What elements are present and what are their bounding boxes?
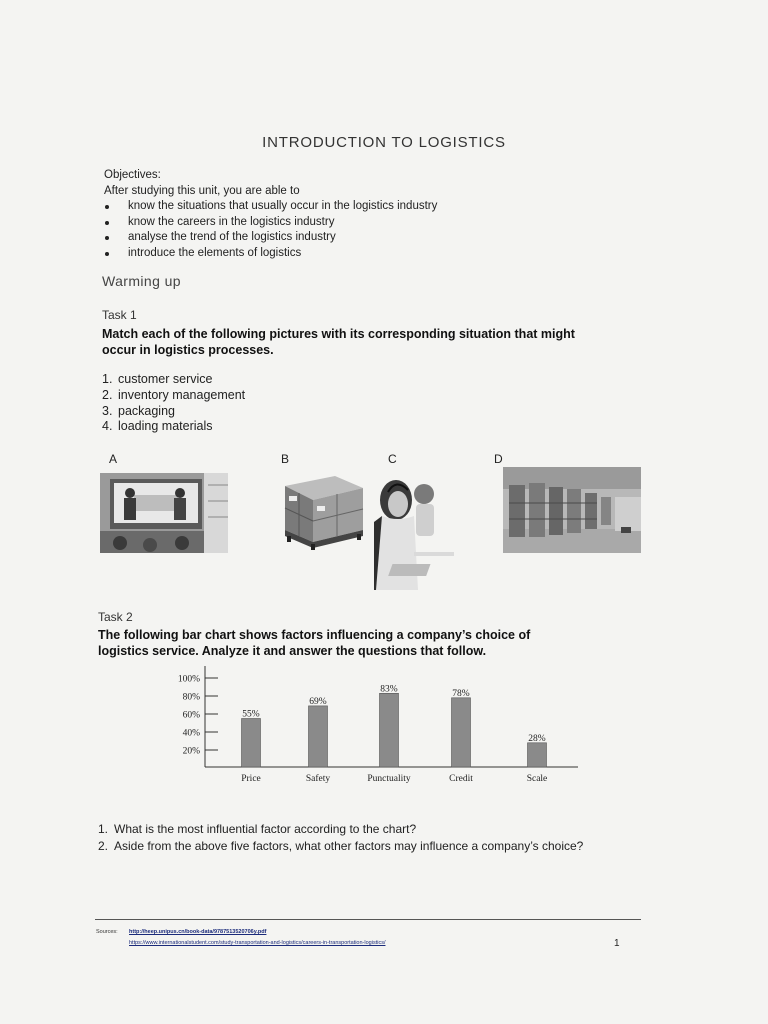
task1-instruction: Match each of the following pictures with its corresponding situation that might occur in logistics processes.	[102, 327, 575, 357]
option-item: 4. loading materials	[102, 419, 213, 434]
chart-bar	[380, 693, 399, 767]
objective-item: know the situations that usually occur in the logistics industry	[104, 199, 437, 215]
chart-y-ticks	[178, 675, 218, 757]
page-title: INTRODUCTION TO LOGISTICS	[262, 134, 506, 151]
chart-y-tick-label: 60%	[182, 710, 200, 721]
chart-y-tick-label: 100%	[177, 674, 200, 685]
objective-item: know the careers in the logistics industry	[104, 215, 437, 231]
option-item: 2. inventory management	[102, 387, 246, 402]
picture-c-customer-service-image	[374, 472, 466, 590]
question-item: 1. What is the most influential factor according to the chart?	[98, 822, 417, 836]
chart-category-label: Safety	[305, 774, 331, 784]
objectives-intro: After studying this unit, you are able to	[104, 184, 300, 197]
factors-bar-chart	[160, 664, 590, 794]
chart-y-tick-label: 20%	[182, 746, 200, 757]
task2-label: Task 2	[98, 610, 133, 624]
chart-bar	[242, 719, 261, 768]
chart-bars	[242, 693, 547, 767]
task1-options	[102, 372, 245, 435]
chart-data-label: 83%	[380, 684, 398, 695]
source-link[interactable]: https://www.internationalstudent.com/study-transportation-and-logistics/careers-in-transportation-logistics/	[129, 940, 386, 946]
option-item: 3. packaging	[102, 403, 175, 418]
task1-label: Task 1	[102, 308, 137, 322]
chart-bar	[528, 743, 547, 767]
source-link[interactable]: http://heep.unipus.cn/book-data/9787513520706y.pdf	[129, 929, 267, 935]
chart-data-label: 78%	[452, 688, 470, 699]
objectives-list	[104, 199, 437, 261]
question-item: 2. Aside from the above five factors, what other factors may influence a company’s choice?	[98, 839, 584, 853]
task2-questions	[98, 821, 588, 855]
picture-letter-c: C	[388, 452, 397, 466]
option-item: 1. customer service	[102, 372, 213, 386]
task2-instruction: The following bar chart shows factors influencing a company’s choice of logistics service. Analyze it and answer the questions that follow.	[98, 628, 531, 658]
chart-bar	[309, 706, 328, 767]
picture-letter-a: A	[109, 452, 118, 466]
picture-letter-b: B	[281, 452, 290, 466]
chart-y-tick-label: 80%	[182, 692, 200, 703]
chart-bar	[452, 698, 471, 767]
picture-letter-d: D	[494, 452, 503, 466]
objective-item: introduce the elements of logistics	[104, 246, 437, 262]
chart-category-labels	[241, 773, 547, 784]
objectives-heading: Objectives:	[104, 169, 161, 181]
picture-a-loading-image	[100, 473, 228, 553]
chart-category-label: Punctuality	[367, 774, 411, 784]
objective-item: analyse the trend of the logistics industry	[104, 230, 437, 246]
sources-label: Sources:	[96, 929, 118, 935]
chart-category-label: Price	[241, 774, 261, 784]
picture-b-packaging-image	[281, 472, 365, 552]
chart-data-label: 28%	[528, 733, 546, 744]
chart-data-label: 55%	[242, 709, 260, 720]
chart-y-tick-label: 40%	[182, 728, 200, 739]
page-number: 1	[614, 938, 620, 949]
objectives-section	[104, 168, 437, 261]
warming-up-heading: Warming up	[102, 273, 181, 289]
chart-data-label: 69%	[309, 696, 327, 707]
chart-category-label: Scale	[526, 774, 548, 784]
chart-category-label: Credit	[449, 774, 473, 784]
footer-divider	[95, 919, 641, 920]
picture-d-inventory-image	[503, 467, 641, 553]
